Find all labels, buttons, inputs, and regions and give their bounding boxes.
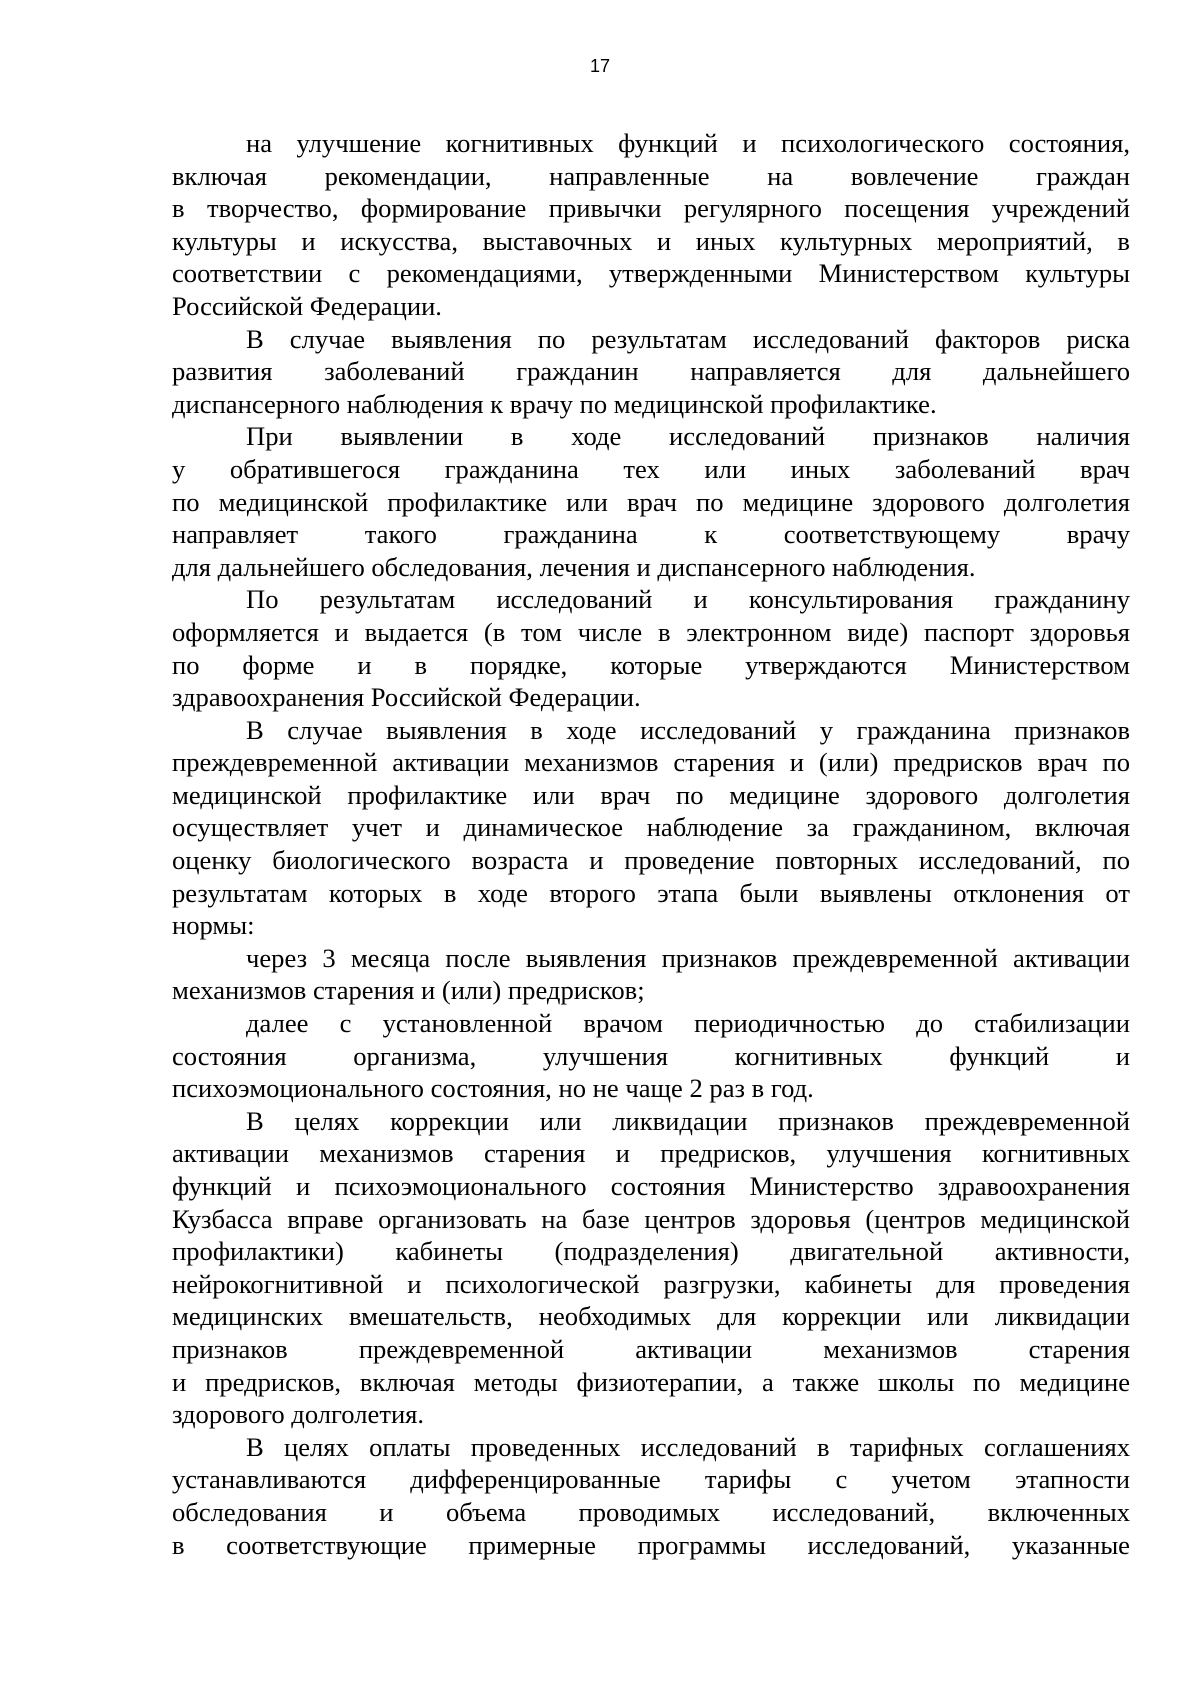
text-line: преждевременной активации механизмов старения и (или) предрисков врач по — [172, 747, 1130, 778]
text-line: устанавливаются дифференцированные тарифы с учетом этапности — [172, 1464, 1130, 1495]
text-line: психоэмоционального состояния, но не чаще 2 раз в год. — [172, 1073, 814, 1104]
text-line: в соответствующие примерные программы исследований, указанные — [172, 1529, 1130, 1560]
text-line: нормы: — [172, 910, 255, 941]
text-line: По результатам исследований и консультирования гражданину — [246, 584, 1130, 615]
text-line: активации механизмов старения и предрисков, улучшения когнитивных — [172, 1138, 1130, 1169]
text-line: Кузбасса вправе организовать на базе центров здоровья (центров медицинской — [172, 1203, 1130, 1234]
text-line: через 3 месяца после выявления признаков преждевременной активации — [246, 942, 1130, 973]
text-line: в творчество, формирование привычки регулярного посещения учреждений — [172, 193, 1130, 224]
text-line: функций и психоэмоционального состояния Министерство здравоохранения — [172, 1171, 1130, 1201]
text-line: здравоохранения Российской Федерации. — [172, 682, 641, 713]
text-line: по медицинской профилактике или врач по медицине здорового долголетия — [172, 486, 1130, 517]
text-line: нейрокогнитивной и психологической разгрузки, кабинеты для проведения — [172, 1268, 1130, 1299]
text-line: оценку биологического возраста и проведение повторных исследований, по — [172, 845, 1130, 876]
text-line: для дальнейшего обследования, лечения и диспансерного наблюдения. — [172, 551, 976, 582]
text-line: профилактики) кабинеты (подразделения) двигательной активности, — [172, 1236, 1130, 1267]
text-line: направляет такого гражданина к соответствующему врачу — [172, 519, 1130, 550]
text-line: При выявлении в ходе исследований признаков наличия — [246, 421, 1130, 452]
text-line: соответствии с рекомендациями, утвержденными Министерством культуры — [172, 258, 1130, 289]
text-line: Российской Федерации. — [172, 290, 442, 321]
text-line: механизмов старения и (или) предрисков; — [172, 975, 645, 1006]
text-line: оформляется и выдается (в том числе в электронном виде) паспорт здоровья — [172, 616, 1130, 647]
text-line: диспансерного наблюдения к врачу по медицинской профилактике. — [172, 388, 937, 419]
text-line: культуры и искусства, выставочных и иных культурных мероприятий, в — [172, 225, 1130, 256]
text-line: состояния организма, улучшения когнитивных функций и — [172, 1040, 1130, 1071]
text-line: обследования и объема проводимых исследований, включенных — [172, 1496, 1130, 1527]
text-line: по форме и в порядке, которые утверждаются Министерством — [172, 649, 1130, 680]
text-line: В целях оплаты проведенных исследований в тарифных соглашениях — [246, 1431, 1130, 1462]
text-line: В случае выявления по результатам исследований факторов риска — [246, 323, 1130, 354]
text-line: признаков преждевременной активации механизмов старения — [172, 1333, 1130, 1364]
text-line: осуществляет учет и динамическое наблюдение за гражданином, включая — [172, 812, 1130, 843]
text-line: у обратившегося гражданина тех или иных заболеваний врач — [172, 453, 1130, 484]
page-number: 17 — [589, 56, 611, 76]
text-line: развития заболеваний гражданин направляется для дальнейшего — [172, 356, 1130, 387]
text-line: медицинской профилактике или врач по медицине здорового долголетия — [172, 779, 1130, 810]
text-line: В случае выявления в ходе исследований у гражданина признаков — [246, 714, 1130, 745]
text-line: включая рекомендации, направленные на вовлечение граждан — [172, 160, 1130, 191]
text-line: далее с установленной врачом периодичностью до стабилизации — [246, 1008, 1130, 1039]
document-body — [172, 127, 1130, 1561]
text-line: В целях коррекции или ликвидации признаков преждевременной — [246, 1105, 1130, 1136]
text-line: здорового долголетия. — [172, 1399, 425, 1430]
text-line: медицинских вмешательств, необходимых для коррекции или ликвидации — [172, 1301, 1130, 1332]
text-line: на улучшение когнитивных функций и психологического состояния, — [246, 128, 1130, 158]
text-line: результатам которых в ходе второго этапа были выявлены отклонения от — [172, 877, 1130, 908]
text-line: и предрисков, включая методы физиотерапии, а также школы по медицине — [172, 1366, 1130, 1397]
